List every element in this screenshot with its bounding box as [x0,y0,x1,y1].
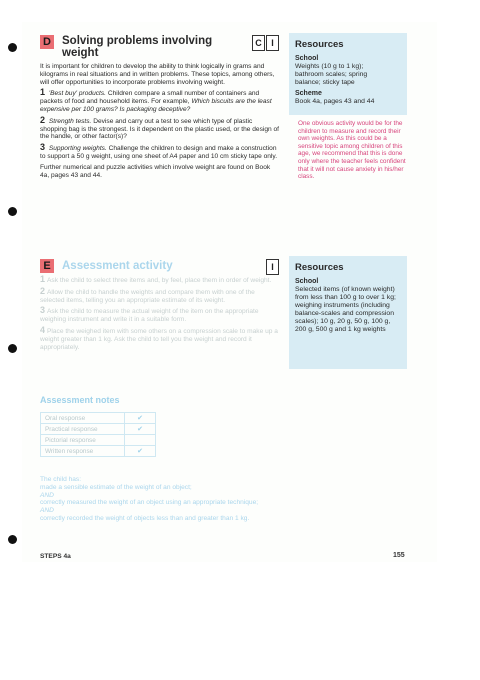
section-d-item-3 [40,144,280,161]
item-lead: Supporting weights. [48,145,107,153]
section-d-title-line1: Solving problems involving [62,35,213,47]
punch-hole [8,344,17,353]
notes-row [41,435,156,446]
resources-school-text: Selected items (of known weight) from less than 100 g to over 1 kg; weighing instruments (including balance-scales and compression scales); 10 g, 20 g, 50 g, 100 g, 200 g, 500 g and 1 kg weights [295,286,396,333]
notes-label: Oral response [41,413,125,424]
outcome-and: AND [40,491,54,499]
assessment-item-2 [40,285,280,305]
item-text: Ask the child to measure the actual weight of the item on the appropriate weighing instrument and write it in a suitable form. [40,308,259,324]
resources-school-line: Weights (10 g to 1 kg); [295,63,364,70]
item-text: Challenge the children to design and make a construction to support a 50 g weight, using one sheet of A4 paper and 10 cm sticky tape only. [40,145,278,160]
section-d-title-line2: weight [62,47,99,59]
section-e-resources [289,256,407,369]
punch-hole [8,207,17,216]
resources-school-label: School [295,278,319,285]
teacher-note: One obvious activity would be for the children to measure and record their own weights. As this could be a sensitive topic among children of this age, we recommend that this is done only where the teacher feels confident that it will not cause anxiety in his/her class. [298,120,406,181]
outcome-line: correctly measured the weight of an object using an appropriate technique; [40,499,259,507]
notes-label: Pictorial response [41,435,125,446]
section-d-letter: D [40,35,54,49]
tick-icon: ✔ [125,446,156,457]
tick-icon [125,435,156,446]
section-e-body [40,276,280,354]
outcome-line: correctly recorded the weight of objects less than and greater than 1 kg. [40,514,250,522]
assessment-item-4 [40,324,280,351]
page-number: 155 [393,552,405,559]
tick-icon: ✔ [125,424,156,435]
item-text: Children compare a small number of containers and packets of food and household items. For example, [40,90,260,106]
item-number: 2 [40,114,46,125]
outcome-line: made a sensible estimate of the weight of an object; [40,483,192,491]
resources-school-label: School [295,55,319,62]
item-text: Devise and carry out a test to see which type of plastic shopping bag is the strongest. Is it dependent on the plastic used, or the design of the handle, or other factor(s)? [40,117,280,141]
resources-title: Resources [295,39,344,50]
item-text: Place the weighed item with some others on a compression scale to make up a weight greater than 1 kg. Ask the child to tell you the weight and record it appropriately. [40,327,278,351]
punch-hole [8,535,17,544]
item-number: 3 [40,305,46,316]
section-e-letter: E [40,259,54,273]
resources-school-line: balance; sticky tape [295,79,355,86]
badge-i: I [266,259,279,275]
item-lead: 'Best buy' products. [48,90,106,98]
assessment-outcome [40,476,280,523]
assessment-item-1 [40,276,280,285]
resources-title: Resources [295,262,344,273]
section-d-item-2 [40,114,280,141]
notes-row [41,424,156,435]
section-d-intro: It is important for children to develop the ability to think logically in grams and kilograms in real situations and in written problems. These topics, among others, will offer opportunities to incorporate problems involving weight. [40,63,275,86]
punch-hole [8,43,17,52]
section-d-body [40,63,280,182]
tick-icon: ✔ [125,413,156,424]
notes-label: Practical response [41,424,125,435]
outcome-intro: The child has: [40,476,82,483]
section-e-title: Assessment activity [62,260,173,272]
item-number: 2 [40,285,46,296]
badge-i: I [266,35,279,51]
badge-c: C [252,35,265,51]
item-text: Ask the child to select three items and, by feel, place them in order of weight. [47,277,272,284]
item-italic: Which biscuits are the least expensive per 100 grams? Is packaging deceptive? [40,98,272,113]
section-d-title [62,35,212,59]
section-d-item-1 [40,89,280,113]
notes-label: Written response [41,446,125,457]
resources-school-line: bathroom scales; spring [295,71,368,78]
item-lead: Strength tests. [48,117,92,125]
resources-scheme-text: Book 4a, pages 43 and 44 [295,98,375,105]
item-number: 1 [40,87,46,98]
footer-book-label: STEPS 4a [40,553,71,560]
assessment-item-3 [40,307,280,324]
item-text: Allow the child to handle the weights and compare them with one of the selected items, telling you an appropriate estimate of its weight. [40,288,255,304]
notes-row [41,446,156,457]
item-number: 3 [40,142,46,153]
section-d-resources [289,33,407,115]
section-d-further: Further numerical and puzzle activities which involve weight are found on Book 4a, pages 43 and 44. [40,163,271,179]
item-number: 4 [40,324,46,335]
assessment-notes-title: Assessment notes [40,395,120,405]
assessment-notes-table [40,412,156,457]
outcome-and: AND [40,507,54,515]
notes-row [41,413,156,424]
resources-scheme-label: Scheme [295,90,322,97]
item-number: 1 [40,274,46,284]
